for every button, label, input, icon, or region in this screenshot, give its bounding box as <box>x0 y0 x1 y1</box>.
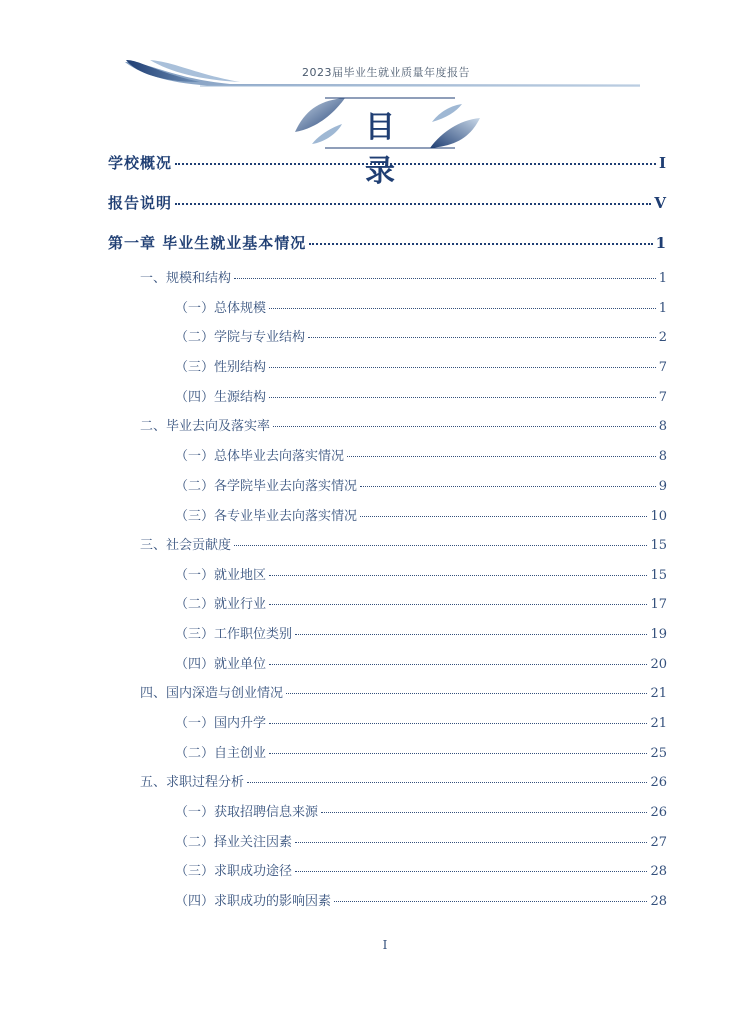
toc-entry[interactable] <box>175 445 667 464</box>
dot-leader <box>334 901 647 902</box>
toc-entry[interactable] <box>140 682 667 701</box>
toc-entry[interactable] <box>175 653 667 672</box>
toc-entry-page: 19 <box>650 627 667 642</box>
dot-leader <box>234 278 656 279</box>
toc-entry[interactable] <box>140 534 667 553</box>
toc-entry-page: 8 <box>658 449 667 464</box>
toc-entry-page: 26 <box>650 805 667 820</box>
toc-entry-label: （一）获取招聘信息来源 <box>175 805 319 820</box>
dot-leader <box>175 203 651 205</box>
footer-page-number: I <box>382 938 388 952</box>
toc-entry-label: 二、毕业去向及落实率 <box>140 419 271 434</box>
dot-leader <box>360 486 656 487</box>
dot-leader <box>269 723 647 724</box>
toc-entry-label: （一）总体规模 <box>175 301 267 316</box>
toc-entry-label: （一）国内升学 <box>175 716 267 731</box>
toc-entry-page: 17 <box>650 597 667 612</box>
toc-entry-label: （二）自主创业 <box>175 746 267 761</box>
toc-entry-page: 7 <box>658 360 667 375</box>
dot-leader <box>234 545 647 546</box>
dot-leader <box>295 842 647 843</box>
dot-leader <box>269 753 647 754</box>
toc-entry-label: 学校概况 <box>108 154 173 172</box>
toc-entry[interactable] <box>140 771 667 790</box>
toc-entry-page: 8 <box>658 419 667 434</box>
toc-entry[interactable] <box>175 890 667 909</box>
dot-leader <box>295 871 647 872</box>
toc-entry-label: （四）求职成功的影响因素 <box>175 894 332 909</box>
toc-entry-page: 21 <box>650 716 667 731</box>
dot-leader <box>269 397 656 398</box>
toc-entry-page: 20 <box>650 657 667 672</box>
toc-entry[interactable] <box>175 712 667 731</box>
toc-entry[interactable] <box>175 593 667 612</box>
dot-leader <box>309 243 652 245</box>
toc-entry[interactable] <box>175 386 667 405</box>
toc-entry-page: I <box>658 154 667 172</box>
toc-entry-page: 28 <box>650 864 667 879</box>
dot-leader <box>308 337 656 338</box>
dot-leader <box>273 426 656 427</box>
toc-entry-label: （三）性别结构 <box>175 360 267 375</box>
toc-entry-label: （三）工作职位类别 <box>175 627 293 642</box>
toc-entry-page: 9 <box>658 479 667 494</box>
toc-entry[interactable] <box>108 192 667 213</box>
toc-entry[interactable] <box>175 623 667 642</box>
toc-entry-page: 21 <box>650 686 667 701</box>
toc-entry[interactable] <box>175 475 667 494</box>
toc-entry-page: 15 <box>650 538 667 553</box>
dot-leader <box>321 812 647 813</box>
toc-entry-page: 26 <box>650 775 667 790</box>
toc-entry[interactable] <box>140 415 667 434</box>
toc-entry[interactable] <box>175 831 667 850</box>
toc-entry-label: 一、规模和结构 <box>140 271 232 286</box>
toc-entry[interactable] <box>175 505 667 524</box>
toc-entry-page: 27 <box>650 835 667 850</box>
toc-entry-label: 第一章 毕业生就业基本情况 <box>108 234 307 252</box>
toc-entry[interactable] <box>175 297 667 316</box>
header-report-title: 2023届毕业生就业质量年度报告 <box>302 66 470 79</box>
toc-entry-page: 1 <box>658 301 667 316</box>
toc-entry-page: 25 <box>650 746 667 761</box>
dot-leader <box>269 308 656 309</box>
toc-entry[interactable] <box>175 356 667 375</box>
toc-entry[interactable] <box>175 564 667 583</box>
toc-entry-label: （二）各学院毕业去向落实情况 <box>175 479 358 494</box>
toc-entry-page: 1 <box>658 271 667 286</box>
toc-entry-page: V <box>654 194 667 212</box>
dot-leader <box>360 516 647 517</box>
toc-entry-label: 四、国内深造与创业情况 <box>140 686 284 701</box>
toc-entry-page: 7 <box>658 390 667 405</box>
dot-leader <box>347 456 656 457</box>
dot-leader <box>286 693 647 694</box>
toc-entry-label: （四）生源结构 <box>175 390 267 405</box>
toc-entry-page: 1 <box>655 234 667 252</box>
toc-entry-label: （二）就业行业 <box>175 597 267 612</box>
toc-entry[interactable] <box>140 267 667 286</box>
toc-entry-label: （一）就业地区 <box>175 568 267 583</box>
toc-entry-label: 报告说明 <box>108 194 173 212</box>
toc-entry[interactable] <box>108 152 667 173</box>
dot-leader <box>269 604 647 605</box>
toc-entry[interactable] <box>175 801 667 820</box>
toc-entry-label: （二）学院与专业结构 <box>175 330 306 345</box>
toc-entry-label: 五、求职过程分析 <box>140 775 245 790</box>
toc-entry[interactable] <box>175 742 667 761</box>
toc-entry-label: 三、社会贡献度 <box>140 538 232 553</box>
dot-leader <box>295 634 647 635</box>
toc-entry[interactable] <box>175 326 667 345</box>
dot-leader <box>269 575 647 576</box>
dot-leader <box>247 782 647 783</box>
toc-entry-page: 10 <box>650 509 667 524</box>
dot-leader <box>269 664 647 665</box>
toc-entry-page: 2 <box>658 330 667 345</box>
toc-entry-page: 28 <box>650 894 667 909</box>
dot-leader <box>269 367 656 368</box>
toc-entry-page: 15 <box>650 568 667 583</box>
toc-entry-label: （一）总体毕业去向落实情况 <box>175 449 345 464</box>
toc-entry-label: （三）各专业毕业去向落实情况 <box>175 509 358 524</box>
toc-entry-label: （三）求职成功途径 <box>175 864 293 879</box>
dot-leader <box>175 163 656 165</box>
toc-entry-label: （二）择业关注因素 <box>175 835 293 850</box>
toc-title: 目 录 <box>365 110 405 189</box>
toc-entry[interactable] <box>175 860 667 879</box>
toc-entry[interactable] <box>108 232 667 253</box>
toc-entry-label: （四）就业单位 <box>175 657 267 672</box>
